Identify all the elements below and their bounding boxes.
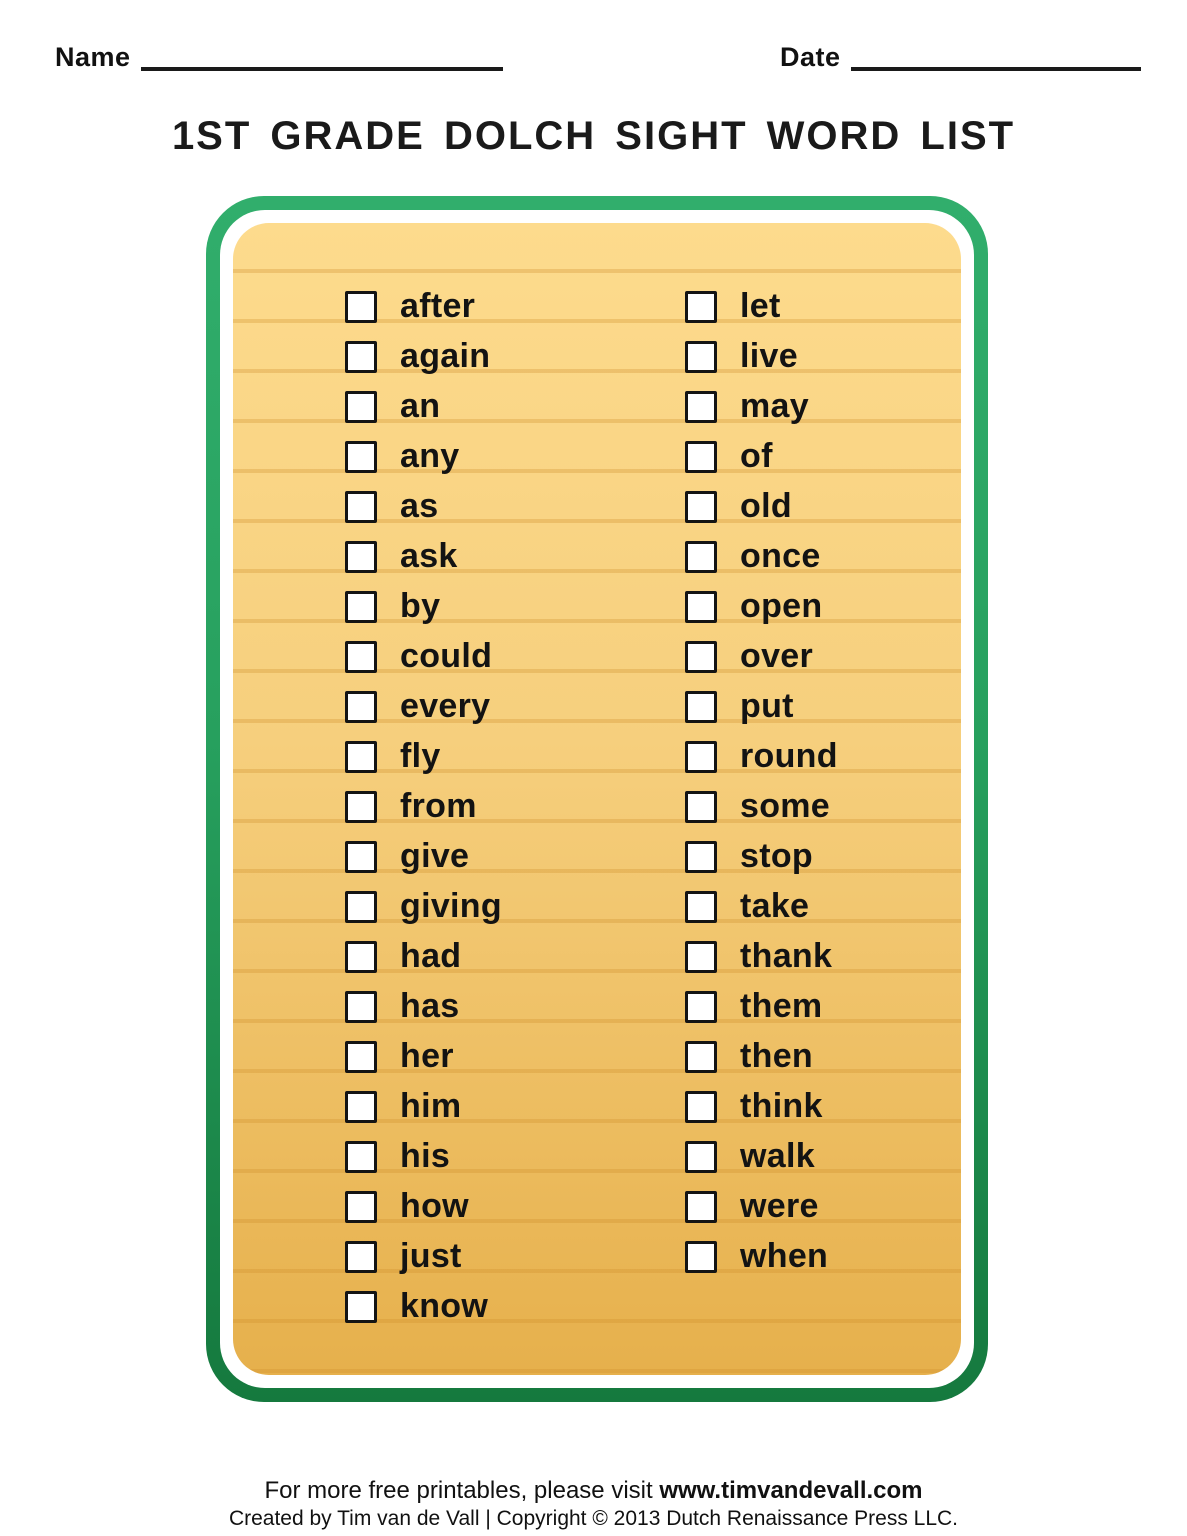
word-label: them bbox=[740, 987, 823, 1025]
word-checkbox[interactable] bbox=[685, 391, 717, 423]
word-row bbox=[685, 732, 838, 782]
word-label: every bbox=[400, 687, 491, 725]
word-label: live bbox=[740, 337, 798, 375]
word-row bbox=[685, 532, 838, 582]
word-checkbox[interactable] bbox=[685, 841, 717, 873]
word-row bbox=[345, 532, 502, 582]
word-row bbox=[345, 732, 502, 782]
word-label: thank bbox=[740, 937, 833, 975]
word-label: of bbox=[740, 437, 773, 475]
word-checkbox[interactable] bbox=[685, 1141, 717, 1173]
word-row bbox=[345, 432, 502, 482]
word-row bbox=[685, 482, 838, 532]
word-label: after bbox=[400, 287, 476, 325]
name-blank-line[interactable] bbox=[141, 65, 503, 71]
word-checkbox[interactable] bbox=[685, 891, 717, 923]
word-checkbox[interactable] bbox=[685, 341, 717, 373]
footer bbox=[0, 1476, 1187, 1532]
word-label: open bbox=[740, 587, 823, 625]
word-label: walk bbox=[740, 1137, 815, 1175]
word-label: him bbox=[400, 1087, 462, 1125]
name-label: Name bbox=[55, 42, 131, 72]
word-checkbox[interactable] bbox=[685, 691, 717, 723]
word-row bbox=[345, 1082, 502, 1132]
word-label: her bbox=[400, 1037, 454, 1075]
word-label: were bbox=[740, 1187, 819, 1225]
word-row bbox=[345, 632, 502, 682]
word-label: giving bbox=[400, 887, 502, 925]
word-label: any bbox=[400, 437, 460, 475]
word-column-right bbox=[685, 282, 838, 1282]
word-checkbox[interactable] bbox=[345, 1091, 377, 1123]
word-checkbox[interactable] bbox=[345, 1191, 377, 1223]
word-label: put bbox=[740, 687, 794, 725]
word-label: ask bbox=[400, 537, 458, 575]
word-checkbox[interactable] bbox=[345, 541, 377, 573]
word-checkbox[interactable] bbox=[345, 941, 377, 973]
word-row bbox=[345, 682, 502, 732]
name-field-group bbox=[55, 44, 503, 71]
word-checkbox[interactable] bbox=[345, 741, 377, 773]
word-row bbox=[345, 782, 502, 832]
word-checkbox[interactable] bbox=[345, 791, 377, 823]
word-checkbox[interactable] bbox=[685, 941, 717, 973]
word-column-left bbox=[345, 282, 502, 1332]
word-row bbox=[685, 832, 838, 882]
word-row bbox=[345, 882, 502, 932]
word-checkbox[interactable] bbox=[345, 641, 377, 673]
date-label: Date bbox=[780, 42, 841, 72]
word-checkbox[interactable] bbox=[345, 891, 377, 923]
word-checkbox[interactable] bbox=[685, 591, 717, 623]
word-checkbox[interactable] bbox=[685, 1091, 717, 1123]
date-blank-line[interactable] bbox=[851, 65, 1141, 71]
word-checkbox[interactable] bbox=[345, 991, 377, 1023]
word-label: from bbox=[400, 787, 477, 825]
word-checkbox[interactable] bbox=[685, 741, 717, 773]
word-label: stop bbox=[740, 837, 813, 875]
word-label: know bbox=[400, 1287, 489, 1325]
word-label: how bbox=[400, 1187, 469, 1225]
word-checkbox[interactable] bbox=[345, 491, 377, 523]
word-label: fly bbox=[400, 737, 441, 775]
page-title: 1ST GRADE DOLCH SIGHT WORD LIST bbox=[171, 114, 1016, 158]
word-row bbox=[345, 382, 502, 432]
footer-copyright: Created by Tim van de Vall | Copyright © 2013 Dutch Renaissance Press LLC. bbox=[228, 1507, 959, 1530]
word-checkbox[interactable] bbox=[345, 1141, 377, 1173]
word-row bbox=[685, 332, 838, 382]
word-row bbox=[685, 1182, 838, 1232]
word-checkbox[interactable] bbox=[345, 841, 377, 873]
word-checkbox[interactable] bbox=[685, 1041, 717, 1073]
word-label: round bbox=[740, 737, 838, 775]
word-label: when bbox=[740, 1237, 829, 1275]
word-label: just bbox=[400, 1237, 462, 1275]
word-checkbox[interactable] bbox=[345, 1291, 377, 1323]
word-checkbox[interactable] bbox=[345, 441, 377, 473]
word-checkbox[interactable] bbox=[685, 291, 717, 323]
word-row bbox=[685, 1082, 838, 1132]
date-field-group bbox=[780, 44, 1141, 71]
word-row bbox=[685, 582, 838, 632]
word-list-card-border bbox=[206, 196, 988, 1402]
word-row bbox=[685, 632, 838, 682]
word-checkbox[interactable] bbox=[685, 791, 717, 823]
word-checkbox[interactable] bbox=[345, 341, 377, 373]
footer-website-url: www.timvandevall.com bbox=[659, 1477, 923, 1504]
word-row bbox=[685, 382, 838, 432]
word-checkbox[interactable] bbox=[685, 1241, 717, 1273]
word-row bbox=[345, 332, 502, 382]
word-label: let bbox=[740, 287, 781, 325]
word-row bbox=[345, 932, 502, 982]
word-label: give bbox=[400, 837, 470, 875]
word-label: then bbox=[740, 1037, 813, 1075]
word-checkbox[interactable] bbox=[345, 691, 377, 723]
footer-line1 bbox=[0, 1476, 1187, 1506]
word-label: again bbox=[400, 337, 491, 375]
word-row bbox=[345, 982, 502, 1032]
word-row bbox=[345, 1182, 502, 1232]
word-label: take bbox=[740, 887, 810, 925]
word-list-card-inner-ring bbox=[220, 210, 974, 1388]
word-row bbox=[685, 982, 838, 1032]
word-label: his bbox=[400, 1137, 451, 1175]
word-checkbox[interactable] bbox=[345, 591, 377, 623]
word-row bbox=[685, 282, 838, 332]
word-label: may bbox=[740, 387, 809, 425]
word-checkbox[interactable] bbox=[685, 441, 717, 473]
word-checkbox[interactable] bbox=[685, 491, 717, 523]
word-label: an bbox=[400, 387, 441, 425]
word-label: some bbox=[740, 787, 831, 825]
word-label: as bbox=[400, 487, 439, 525]
word-row bbox=[345, 582, 502, 632]
word-row bbox=[345, 282, 502, 332]
word-row bbox=[685, 682, 838, 732]
word-list-card bbox=[233, 223, 961, 1375]
word-checkbox[interactable] bbox=[345, 391, 377, 423]
word-label: over bbox=[740, 637, 814, 675]
word-label: old bbox=[740, 487, 792, 525]
word-label: once bbox=[740, 537, 821, 575]
word-row bbox=[685, 1232, 838, 1282]
word-row bbox=[685, 432, 838, 482]
word-row bbox=[345, 1282, 502, 1332]
word-label: has bbox=[400, 987, 460, 1025]
word-row bbox=[685, 1132, 838, 1182]
word-checkbox[interactable] bbox=[685, 541, 717, 573]
word-row bbox=[685, 932, 838, 982]
word-row bbox=[685, 782, 838, 832]
word-row bbox=[685, 882, 838, 932]
word-checkbox[interactable] bbox=[345, 1041, 377, 1073]
word-checkbox[interactable] bbox=[685, 991, 717, 1023]
word-label: by bbox=[400, 587, 441, 625]
word-checkbox[interactable] bbox=[345, 291, 377, 323]
word-row bbox=[345, 1232, 502, 1282]
word-checkbox[interactable] bbox=[685, 1191, 717, 1223]
word-row bbox=[345, 832, 502, 882]
word-row bbox=[345, 482, 502, 532]
word-row bbox=[345, 1132, 502, 1182]
word-label: could bbox=[400, 637, 493, 675]
word-checkbox[interactable] bbox=[345, 1241, 377, 1273]
word-label: had bbox=[400, 937, 462, 975]
word-row bbox=[685, 1032, 838, 1082]
word-label: think bbox=[740, 1087, 823, 1125]
word-checkbox[interactable] bbox=[685, 641, 717, 673]
footer-line1-text: For more free printables, please visit bbox=[264, 1477, 660, 1504]
word-row bbox=[345, 1032, 502, 1082]
